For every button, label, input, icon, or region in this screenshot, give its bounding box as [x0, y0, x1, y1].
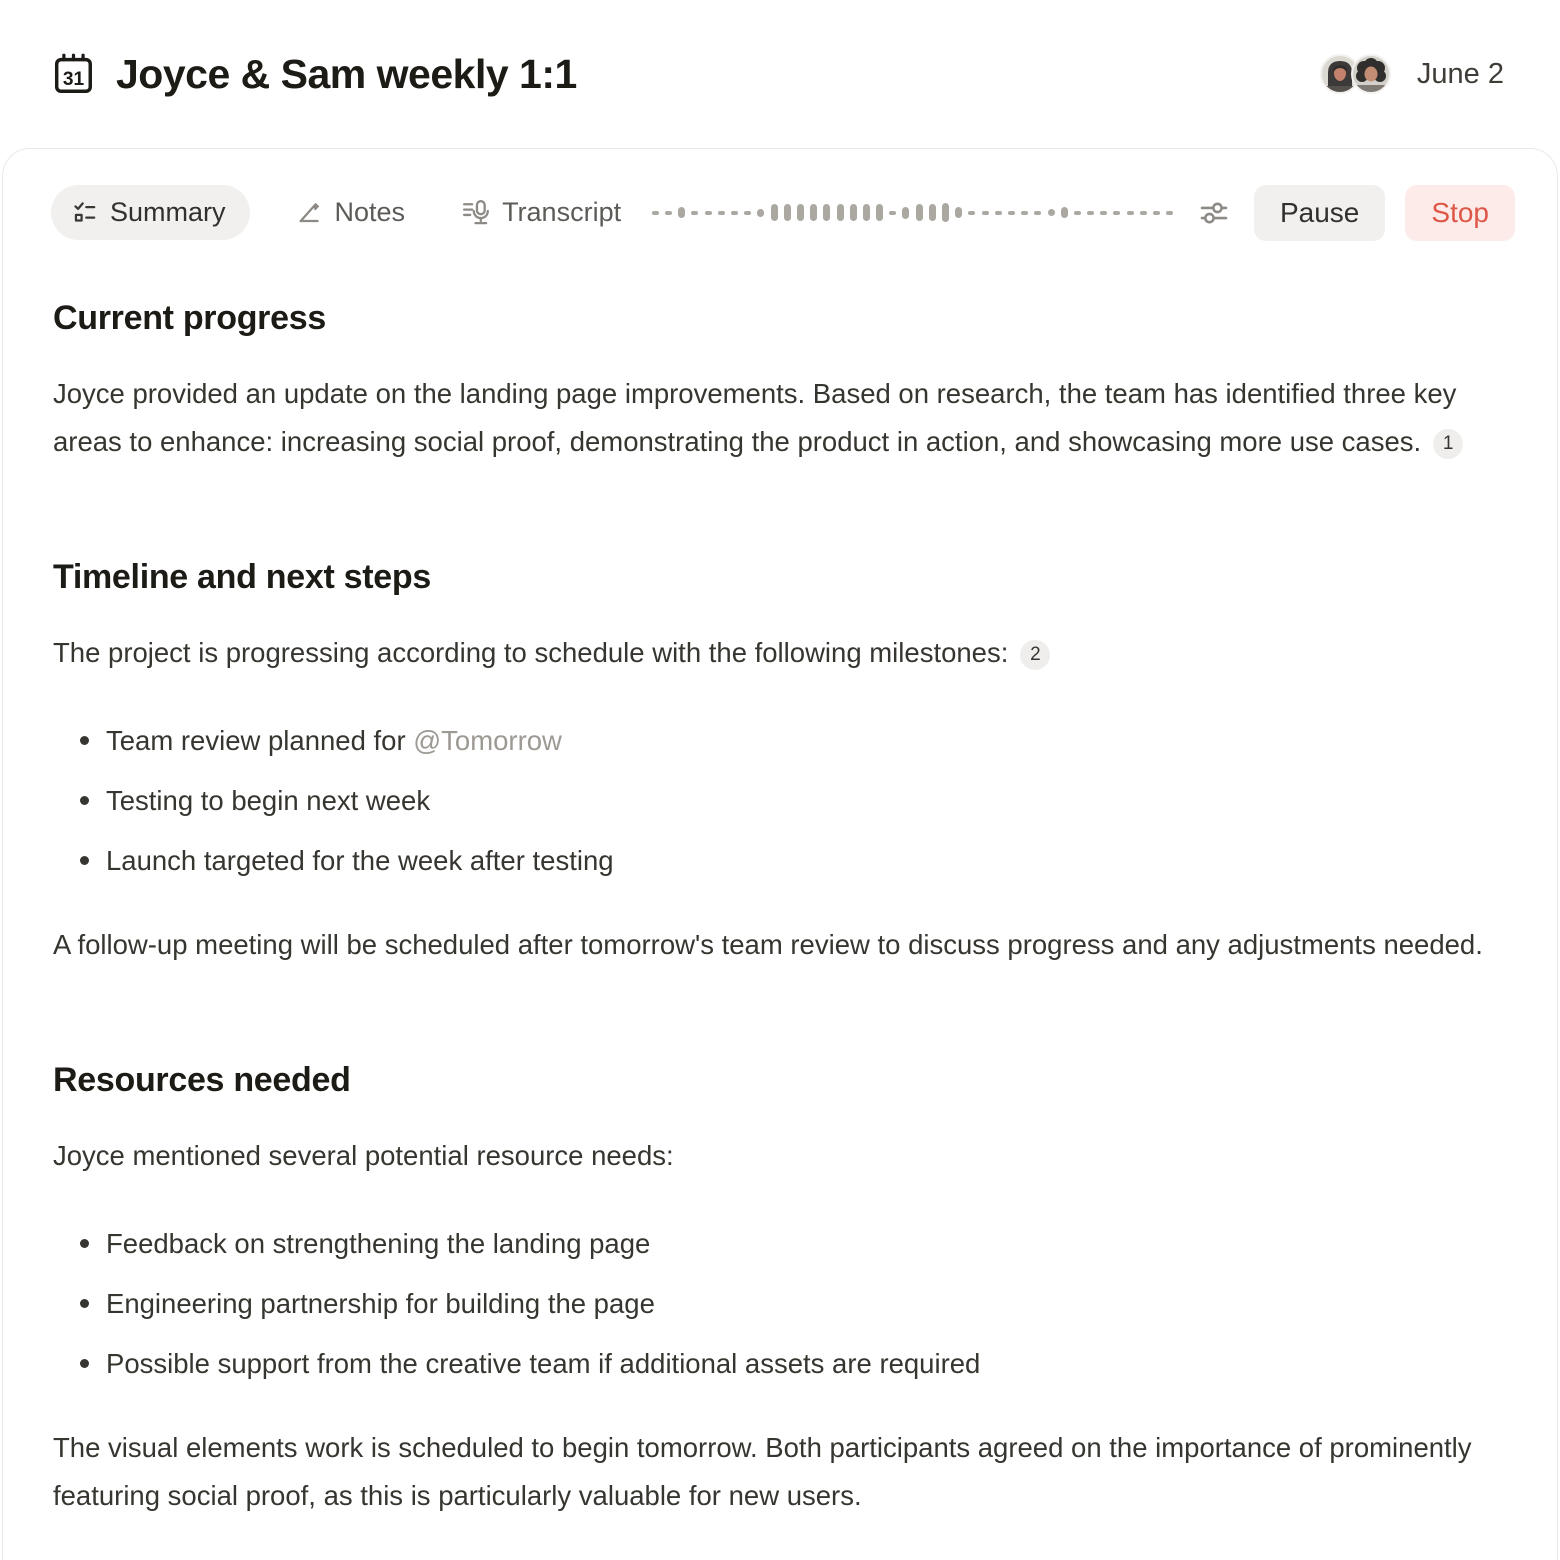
- tab-transcript[interactable]: [451, 185, 631, 240]
- avatar-sam[interactable]: [1351, 54, 1391, 94]
- title-wrap: [50, 51, 577, 98]
- date-mention[interactable]: @Tomorrow: [413, 724, 562, 756]
- waveform-bar: [916, 204, 923, 221]
- paragraph: [53, 1132, 1507, 1180]
- waveform-bar: [837, 204, 844, 221]
- waveform-bar: [955, 207, 962, 218]
- toolbar: [3, 149, 1557, 241]
- paragraph: [53, 921, 1507, 969]
- list-item: [78, 717, 1507, 765]
- waveform-bar: [902, 207, 909, 219]
- waveform-bar: [1166, 211, 1173, 215]
- waveform-bar: [797, 204, 804, 221]
- waveform-bar: [1140, 211, 1147, 215]
- waveform-bar: [850, 204, 857, 221]
- pause-button[interactable]: Pause: [1254, 185, 1385, 241]
- waveform-bar: [652, 211, 659, 215]
- meeting-panel: [2, 148, 1558, 1560]
- svg-text:31: 31: [62, 69, 85, 91]
- tab-bar: [51, 185, 631, 240]
- list-item-text: Team review planned for: [106, 724, 414, 756]
- paragraph-text: The visual elements work is scheduled to begin tomorrow. Both participants agreed on the importance of prominently featuring social proof, as this is particularly valuable for new users.: [53, 1431, 1472, 1511]
- participant-avatars[interactable]: [1320, 54, 1391, 94]
- waveform-bar: [889, 211, 896, 215]
- summary-content: [3, 299, 1557, 1520]
- waveform-bar: [810, 204, 817, 221]
- sliders-icon[interactable]: [1194, 193, 1234, 233]
- page-header: [0, 0, 1560, 148]
- audio-waveform: [657, 203, 1168, 222]
- waveform-bar: [1127, 211, 1134, 215]
- paragraph: [53, 370, 1507, 466]
- transcript-icon: [461, 198, 490, 227]
- tab-label: Transcript: [502, 197, 622, 228]
- waveform-bar: [1021, 211, 1028, 215]
- checklist-icon: [71, 199, 98, 226]
- section-heading: Resources needed: [53, 1060, 351, 1099]
- pencil-icon: [296, 199, 323, 226]
- waveform-bar: [942, 203, 949, 222]
- paragraph-text: The project is progressing according to schedule with the following milestones:: [53, 636, 1009, 668]
- tab-label: Summary: [110, 197, 226, 228]
- paragraph: [53, 629, 1507, 677]
- paragraph-text: Joyce mentioned several potential resource needs:: [53, 1139, 674, 1171]
- list-item: [78, 1280, 1507, 1328]
- tab-label: Notes: [334, 197, 406, 228]
- waveform-bar: [784, 204, 791, 221]
- calendar-31-icon: [50, 51, 96, 97]
- citation-badge[interactable]: 1: [1433, 429, 1463, 459]
- stop-button[interactable]: Stop: [1405, 185, 1515, 241]
- waveform-bar: [678, 207, 685, 218]
- waveform-bar: [691, 211, 698, 215]
- list-item: [78, 777, 1507, 825]
- waveform-bar: [1087, 211, 1094, 215]
- waveform-bar: [1008, 211, 1015, 215]
- header-right: [1320, 54, 1504, 94]
- citation-badge[interactable]: 2: [1020, 640, 1050, 670]
- tab-notes[interactable]: [286, 185, 416, 240]
- waveform-bar: [757, 209, 764, 217]
- waveform-bar: [995, 211, 1002, 215]
- waveform-bar: [929, 204, 936, 221]
- list-item-text: Engineering partnership for building the page: [106, 1287, 655, 1319]
- waveform-bar: [665, 211, 672, 215]
- waveform-bar: [705, 211, 712, 215]
- list-item-text: Possible support from the creative team if additional assets are required: [106, 1347, 981, 1379]
- waveform-bar: [1074, 211, 1081, 215]
- recording-controls: [1194, 185, 1515, 241]
- list-item: [78, 1340, 1507, 1388]
- waveform-bar: [1100, 211, 1107, 215]
- waveform-bar: [744, 211, 751, 215]
- waveform-bar: [863, 204, 870, 221]
- waveform-bar: [823, 204, 830, 221]
- bullet-list: [53, 1220, 1507, 1388]
- waveform-bar: [731, 211, 738, 215]
- waveform-bar: [771, 204, 778, 221]
- paragraph: [53, 1424, 1507, 1520]
- list-item: [78, 1220, 1507, 1268]
- waveform-bar: [1153, 211, 1160, 215]
- waveform-bar: [718, 211, 725, 215]
- waveform-bar: [982, 211, 989, 215]
- waveform-bar: [1061, 207, 1068, 218]
- paragraph-text: A follow-up meeting will be scheduled after tomorrow's team review to discuss progress and any adjustments needed.: [53, 928, 1483, 960]
- tab-summary[interactable]: [51, 185, 250, 240]
- list-item-text: Feedback on strengthening the landing page: [106, 1227, 651, 1259]
- page-title: Joyce & Sam weekly 1:1: [116, 50, 577, 97]
- waveform-bar: [1113, 211, 1120, 215]
- section-heading: Current progress: [53, 298, 326, 337]
- section-heading: Timeline and next steps: [53, 557, 431, 596]
- list-item-text: Testing to begin next week: [106, 784, 431, 816]
- bullet-list: [53, 717, 1507, 885]
- meeting-date: June 2: [1416, 57, 1504, 90]
- waveform-bar: [968, 211, 975, 215]
- paragraph-text: Joyce provided an update on the landing page improvements. Based on research, the team has identified three key areas to enhance: increasing social proof, demonstrating the product in action, and showcasing more use cases.: [53, 377, 1457, 457]
- waveform-bar: [1048, 209, 1055, 216]
- waveform-bar: [1034, 211, 1041, 215]
- waveform-bar: [876, 204, 883, 221]
- list-item-text: Launch targeted for the week after testing: [106, 844, 614, 876]
- list-item: [78, 837, 1507, 885]
